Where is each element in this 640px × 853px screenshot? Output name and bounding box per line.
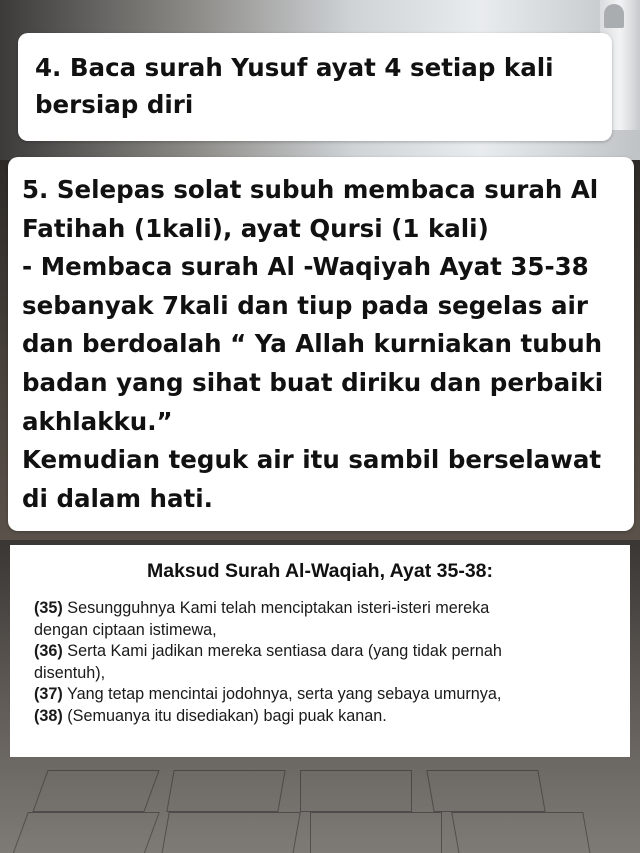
verse-38: [34, 706, 624, 728]
verse-number: (35): [34, 599, 63, 617]
verse-37: [34, 684, 624, 706]
tip-5-line: 5. Selepas solat subuh membaca surah Al: [22, 175, 599, 204]
tip-5-line: dan berdoalah “ Ya Allah kurniakan tubuh: [22, 329, 603, 359]
verse-text: dengan ciptaan istimewa,: [34, 620, 217, 639]
tip-5-line: di dalam hati.: [22, 483, 213, 513]
verse-text: Serta Kami jadikan mereka sentiasa dara (yang tidak pernah: [62, 642, 502, 661]
tip-5-line: Kemudian teguk air itu sambil berselawat: [22, 445, 602, 475]
tip-5-line: - Membaca surah Al -Waqiyah Ayat 35-38: [22, 252, 589, 282]
verse-text: disentuh),: [34, 663, 106, 682]
meaning-title: Maksud Surah Al-Waqiah, Ayat 35-38:: [146, 560, 494, 582]
floor-tile: [426, 770, 545, 812]
verse-number: (36): [34, 642, 63, 661]
tip-card-5: [8, 157, 634, 531]
floor-tile: [310, 812, 442, 853]
verse-number: (38): [34, 706, 63, 725]
floor-tile: [300, 770, 412, 812]
floor-tile: [451, 812, 591, 853]
verse-text: (Semuanya itu disediakan) bagi puak kanan.: [62, 706, 387, 725]
verse-text: Yang tetap mencintai jodohnya, serta yang sebaya umurnya,: [62, 685, 502, 704]
verse-number: (37): [34, 685, 63, 704]
verse-list: [34, 598, 624, 728]
floor-tile: [166, 770, 285, 812]
meaning-panel: [10, 545, 630, 757]
verse-35: [34, 598, 624, 641]
tip-4-line: 4. Baca surah Yusuf ayat 4 setiap kali: [35, 53, 554, 82]
tip-4-line: bersiap diri: [35, 90, 194, 119]
tip-5-line: akhlakku.”: [22, 406, 173, 436]
floor-tile: [32, 770, 159, 812]
floor-tile: [12, 812, 160, 853]
tip-5-line: badan yang sihat buat diriku dan perbaiki: [22, 367, 604, 397]
tip-5-text: [22, 171, 626, 518]
verse-36: [34, 641, 624, 684]
floor-tile: [161, 812, 301, 853]
tip-5-line: sebanyak 7kali dan tiup pada segelas air: [22, 290, 588, 320]
tip-5-line: Fatihah (1kali), ayat Qursi (1 kali): [22, 213, 489, 243]
tip-4-text: [35, 49, 605, 123]
tip-card-4: [18, 33, 612, 141]
background-dome: [604, 4, 624, 28]
verse-text: Sesungguhnya Kami telah menciptakan isteri-isteri mereka: [62, 599, 490, 617]
